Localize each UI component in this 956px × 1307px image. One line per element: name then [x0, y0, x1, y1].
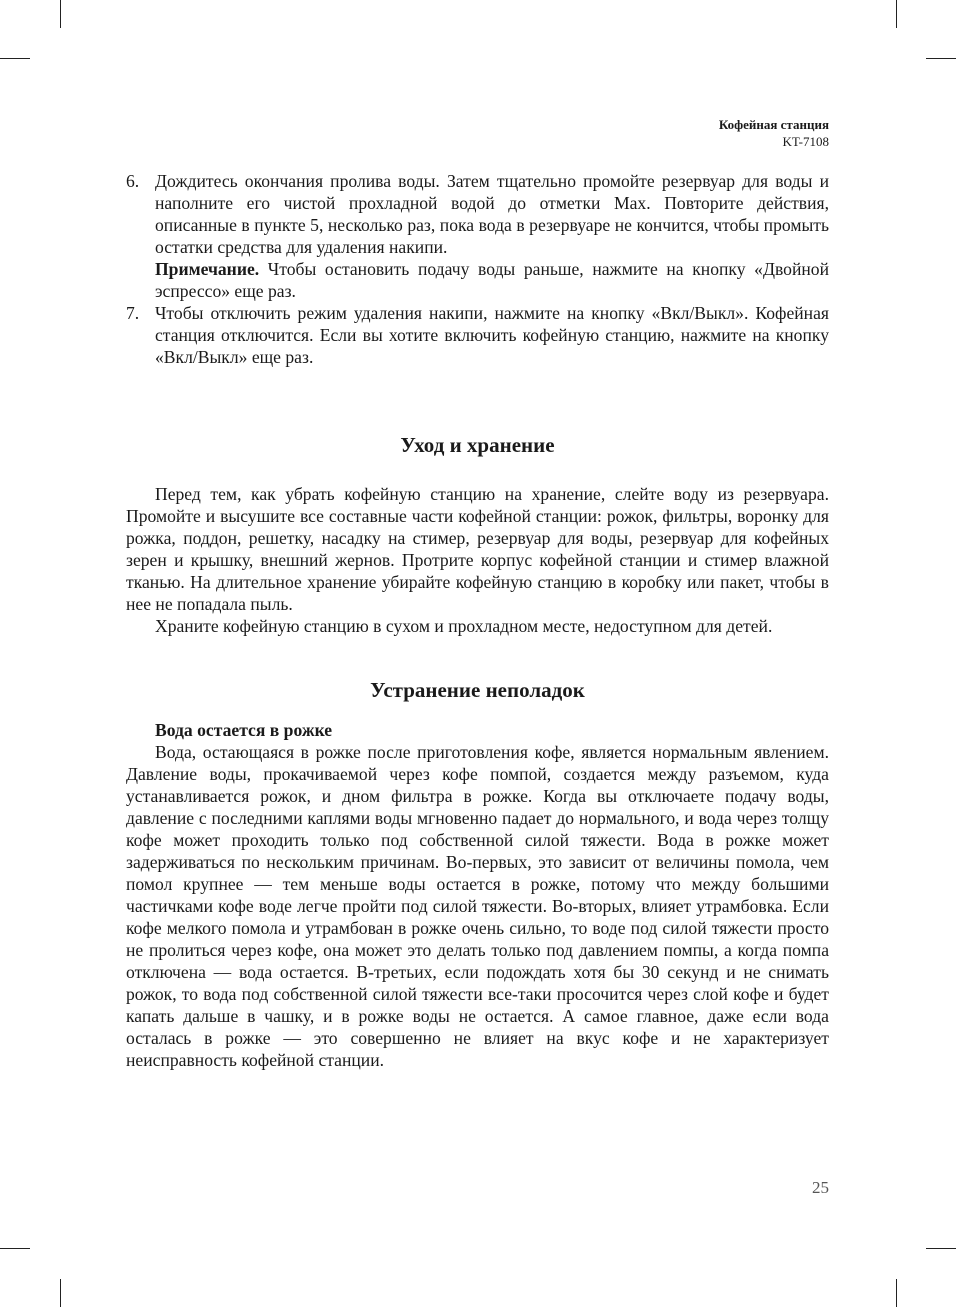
header-title: Кофейная станция — [718, 117, 829, 132]
crop-mark — [926, 1248, 956, 1249]
list-item — [126, 302, 829, 368]
crop-mark — [0, 1248, 30, 1249]
list-item — [126, 170, 829, 258]
crop-mark — [60, 1279, 61, 1307]
note — [126, 258, 829, 302]
page-number: 25 — [812, 1178, 829, 1197]
list-number: 7. — [126, 303, 140, 323]
list-number: 6. — [126, 171, 140, 191]
list-text: Дождитесь окончания пролива воды. Затем тщательно промойте резервуар для воды и наполните его чистой прохладной водой до отметки Max. Повторите действия, описанные в пункте 5, несколько раз, пока вода в резервуаре не кончится, чтобы промыть остатки средства для удаления накипи. — [155, 171, 829, 257]
header-model: KT-7108 — [782, 134, 829, 149]
section-title-care: Уход и хранение — [400, 433, 555, 457]
page-content — [126, 170, 829, 1071]
crop-mark — [60, 0, 61, 28]
crop-mark — [896, 0, 897, 28]
crop-mark — [896, 1279, 897, 1307]
paragraph: Вода, остающаяся в рожке после приготовления кофе, является нормальным явлением. Давление воды, прокачиваемой через кофе помпой, создается между разъемом, куда устанавливается рожок, и дном фильтра в рожке. Когда вы отключаете подачу воды, давление с последними каплями воды мгновенно падает до нормального, и вода через толщу кофе может проходить только под собственной силой тяжести. Вода в рожке может задерживаться по нескольким причинам. Во-первых, это зависит от величины помола, чем помол крупнее — тем меньше воды остается в рожке, потому что между большими частичками кофе воде легче пройти под силой тяжести. Во-вторых, влияет утрамбовка. Если кофе мелкого помола и утрамбован в рожке очень сильно, то воде под силой тяжести просто не пролиться через кофе, она может это делать только под давлением помпы, а когда помпа отключена — вода остается. В-третьих, если подождать хотя бы 30 секунд и не снимать рожок, то вода под собственной силой тяжести все-таки просочится через слой кофе и будет капать дальше в чашку, и в рожке воды не остается. А самое главное, даже если вода осталась в рожке — это совершенно не влияет на вкус кофе и не характеризует неисправность кофейной станции. — [126, 742, 829, 1070]
paragraph: Храните кофейную станцию в сухом и прохладном месте, недоступном для детей. — [155, 616, 773, 636]
paragraph: Перед тем, как убрать кофейную станцию на хранение, слейте воду из резервуара. Промойте и высушите все составные части кофейной станции: рожок, фильтры, воронку для рожка, поддон, решетку, насадку на стимер, резервуар для воды, резервуар для кофейных зерен и крышку, внешний жернов. Протрите корпус кофейной станции и стимер влажной тканью. На длительное хранение убирайте кофейную станцию в коробку или пакет, чтобы в нее не попадала пыль. — [126, 484, 829, 614]
subsection-title: Вода остается в рожке — [155, 720, 333, 740]
note-text: Чтобы остановить подачу воды раньше, нажмите на кнопку «Двойной эспрессо» еще раз. — [155, 259, 829, 301]
list-text: Чтобы отключить режим удаления накипи, нажмите на кнопку «Вкл/Выкл». Кофейная станция отключится. Если вы хотите включить кофейную станцию, нажмите на кнопку «Вкл/Выкл» еще раз. — [155, 303, 829, 367]
crop-mark — [926, 58, 956, 59]
note-label: Примечание. — [155, 259, 260, 279]
section-title-troubleshooting: Устранение неполадок — [370, 678, 585, 702]
crop-mark — [0, 58, 30, 59]
running-header — [719, 116, 829, 150]
